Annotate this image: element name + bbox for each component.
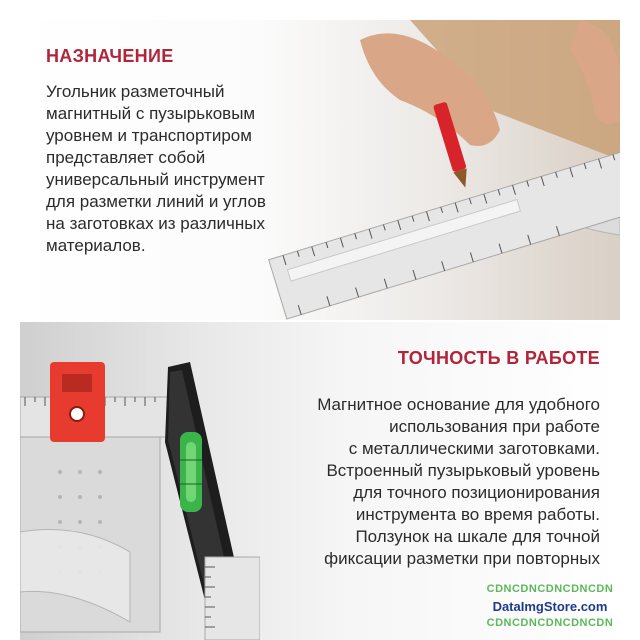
precision-line: Встроенный пузырьковый уровень xyxy=(326,461,600,480)
precision-line: Ползунок на шкале для точной xyxy=(355,527,600,546)
precision-line: Магнитное основание для удобного xyxy=(317,395,600,414)
purpose-section xyxy=(20,20,620,320)
precision-description xyxy=(260,394,600,570)
purpose-line: магнитный с пузырьковым xyxy=(46,104,256,123)
precision-line: фиксации разметки при повторных xyxy=(324,549,600,568)
purpose-line: материалов. xyxy=(46,236,146,255)
watermark-line: CDNCDNCDNCDNCDN xyxy=(486,617,614,629)
watermark-site: DataImgStore.com xyxy=(492,599,608,614)
purpose-line: для разметки линий и углов xyxy=(46,192,266,211)
precision-line: с металлическими заготовками. xyxy=(348,439,600,458)
purpose-line: Угольник разметочный xyxy=(46,82,225,101)
square-with-level-photo xyxy=(20,322,260,640)
watermark-line: CDNCDNCDNCDNCDN xyxy=(486,583,614,595)
precision-line: для точного позиционирования xyxy=(353,483,600,502)
purpose-line: универсальный инструмент xyxy=(46,170,265,189)
precision-line: инструмента во время работы. xyxy=(355,505,600,524)
purpose-description xyxy=(46,81,316,257)
precision-line: использования при работе xyxy=(389,417,600,436)
precision-heading: ТОЧНОСТЬ В РАБОТЕ xyxy=(397,348,600,368)
purpose-line: на заготовках из различных xyxy=(46,214,266,233)
purpose-heading: НАЗНАЧЕНИЕ xyxy=(46,46,174,66)
watermark xyxy=(470,581,630,632)
purpose-line: уровнем и транспортиром xyxy=(46,126,252,145)
purpose-line: представляет собой xyxy=(46,148,206,167)
